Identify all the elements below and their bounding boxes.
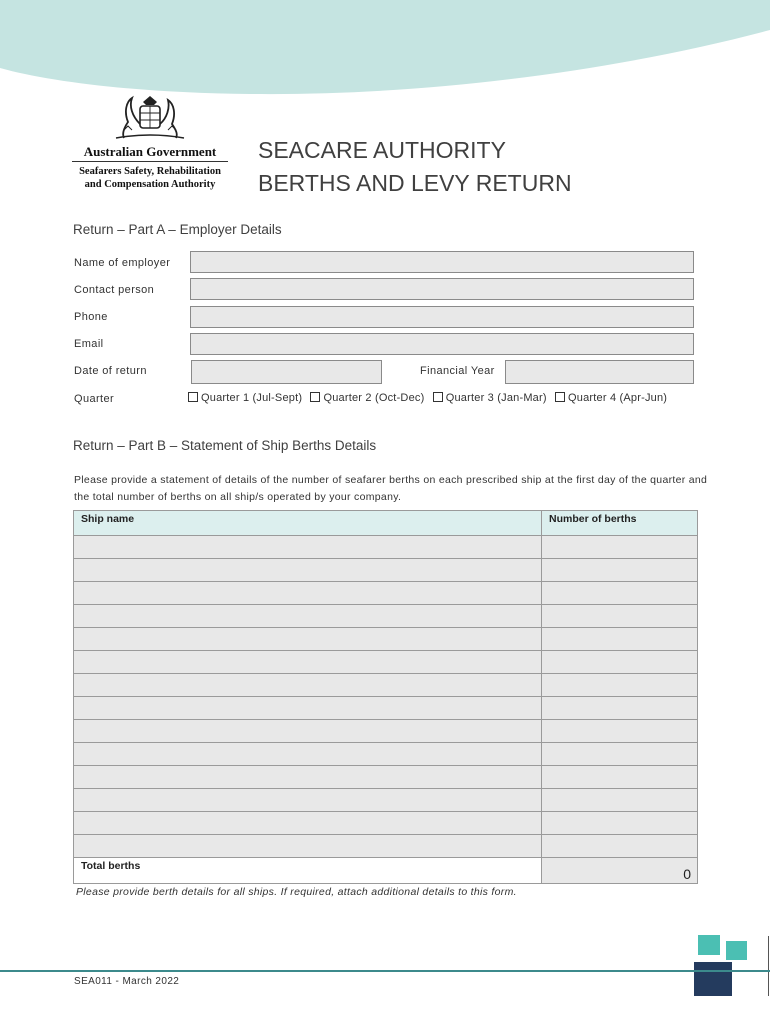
document-title bbox=[258, 134, 572, 200]
berths-cell[interactable] bbox=[542, 536, 698, 559]
table-row bbox=[74, 720, 698, 743]
ship-name-cell[interactable] bbox=[74, 812, 542, 835]
date-of-return-label: Date of return bbox=[74, 365, 147, 377]
quarter-3-checkbox[interactable] bbox=[433, 392, 443, 402]
ship-name-cell[interactable] bbox=[74, 835, 542, 858]
email-field[interactable] bbox=[190, 333, 694, 355]
teal-square-decoration-1 bbox=[698, 935, 720, 955]
berths-cell[interactable] bbox=[542, 697, 698, 720]
table-header-row bbox=[74, 511, 698, 536]
table-row bbox=[74, 789, 698, 812]
agency-line-2: and Compensation Authority bbox=[84, 179, 216, 190]
logo-divider bbox=[72, 161, 228, 162]
footer-vertical-rule bbox=[768, 936, 769, 996]
ship-name-cell[interactable] bbox=[74, 651, 542, 674]
quarter-label: Quarter bbox=[74, 393, 115, 405]
total-berths-value: 0 bbox=[542, 858, 698, 884]
quarter-1-label: Quarter 1 (Jul-Sept) bbox=[201, 392, 303, 404]
quarter-4-checkbox[interactable] bbox=[555, 392, 565, 402]
berths-cell[interactable] bbox=[542, 674, 698, 697]
part-a-heading: Return – Part A – Employer Details bbox=[73, 222, 282, 237]
berths-cell[interactable] bbox=[542, 812, 698, 835]
title-line-1: SEACARE AUTHORITY bbox=[258, 137, 506, 163]
quarter-1-option[interactable] bbox=[188, 392, 302, 404]
table-row bbox=[74, 674, 698, 697]
part-b-heading: Return – Part B – Statement of Ship Berths Details bbox=[73, 438, 377, 453]
employer-name-label: Name of employer bbox=[74, 257, 171, 269]
navy-square-decoration bbox=[694, 962, 732, 996]
title-line-2: BERTHS AND LEVY RETURN bbox=[258, 170, 572, 196]
ship-rows bbox=[74, 536, 698, 858]
total-berths-label: Total berths bbox=[74, 858, 542, 884]
form-code: SEA011 - March 2022 bbox=[74, 976, 180, 987]
quarter-2-label: Quarter 2 (Oct-Dec) bbox=[323, 392, 425, 404]
coat-of-arms-icon bbox=[112, 92, 188, 144]
ship-name-cell[interactable] bbox=[74, 743, 542, 766]
agency-line-1: Seafarers Safety, Rehabilitation bbox=[79, 166, 221, 177]
table-row bbox=[74, 743, 698, 766]
table-row bbox=[74, 835, 698, 858]
berths-cell[interactable] bbox=[542, 766, 698, 789]
number-of-berths-header: Number of berths bbox=[542, 511, 698, 536]
ship-name-cell[interactable] bbox=[74, 559, 542, 582]
berths-cell[interactable] bbox=[542, 789, 698, 812]
employer-name-field[interactable] bbox=[190, 251, 694, 273]
email-label: Email bbox=[74, 338, 104, 350]
quarter-3-option[interactable] bbox=[433, 392, 547, 404]
ship-name-cell[interactable] bbox=[74, 605, 542, 628]
berths-cell[interactable] bbox=[542, 605, 698, 628]
contact-person-label: Contact person bbox=[74, 284, 155, 296]
table-row bbox=[74, 697, 698, 720]
table-row bbox=[74, 766, 698, 789]
table-row bbox=[74, 582, 698, 605]
quarter-4-label: Quarter 4 (Apr-Jun) bbox=[568, 392, 668, 404]
phone-label: Phone bbox=[74, 311, 108, 323]
quarter-2-option[interactable] bbox=[310, 392, 424, 404]
berths-cell[interactable] bbox=[542, 720, 698, 743]
table-row bbox=[74, 559, 698, 582]
berths-cell[interactable] bbox=[542, 651, 698, 674]
ship-name-cell[interactable] bbox=[74, 789, 542, 812]
quarter-4-option[interactable] bbox=[555, 392, 667, 404]
quarter-2-checkbox[interactable] bbox=[310, 392, 320, 402]
agency-name bbox=[70, 165, 230, 191]
table-row bbox=[74, 628, 698, 651]
ship-name-cell[interactable] bbox=[74, 720, 542, 743]
ship-name-cell[interactable] bbox=[74, 536, 542, 559]
teal-square-decoration-2 bbox=[726, 941, 747, 960]
ship-name-cell[interactable] bbox=[74, 628, 542, 651]
ship-name-cell[interactable] bbox=[74, 766, 542, 789]
date-of-return-field[interactable] bbox=[191, 360, 382, 384]
quarter-options bbox=[188, 392, 672, 404]
berths-cell[interactable] bbox=[542, 628, 698, 651]
ship-name-cell[interactable] bbox=[74, 582, 542, 605]
ship-name-cell[interactable] bbox=[74, 674, 542, 697]
table-row bbox=[74, 812, 698, 835]
contact-person-field[interactable] bbox=[190, 278, 694, 300]
financial-year-label: Financial Year bbox=[420, 365, 495, 377]
part-b-instructions: Please provide a statement of details of the number of seafarer berths on each prescribed ship at the first day of the quarter and the total number of berths on all ship/s operated by your company. bbox=[74, 474, 708, 503]
phone-field[interactable] bbox=[190, 306, 694, 328]
berths-cell[interactable] bbox=[542, 835, 698, 858]
header-wave-decoration bbox=[0, 0, 770, 100]
quarter-1-checkbox[interactable] bbox=[188, 392, 198, 402]
berths-cell[interactable] bbox=[542, 743, 698, 766]
footer-rule bbox=[0, 970, 770, 972]
berths-cell[interactable] bbox=[542, 559, 698, 582]
total-row bbox=[74, 858, 698, 884]
quarter-3-label: Quarter 3 (Jan-Mar) bbox=[445, 392, 547, 404]
berth-details-note: Please provide berth details for all ships. If required, attach additional details to this form. bbox=[76, 886, 517, 898]
australian-government-logo bbox=[70, 92, 230, 192]
financial-year-field[interactable] bbox=[505, 360, 694, 384]
ship-name-cell[interactable] bbox=[74, 697, 542, 720]
ship-berths-table bbox=[73, 510, 698, 884]
table-row bbox=[74, 536, 698, 559]
berths-cell[interactable] bbox=[542, 582, 698, 605]
government-name: Australian Government bbox=[83, 144, 217, 159]
table-row bbox=[74, 651, 698, 674]
table-row bbox=[74, 605, 698, 628]
ship-name-header: Ship name bbox=[74, 511, 542, 536]
